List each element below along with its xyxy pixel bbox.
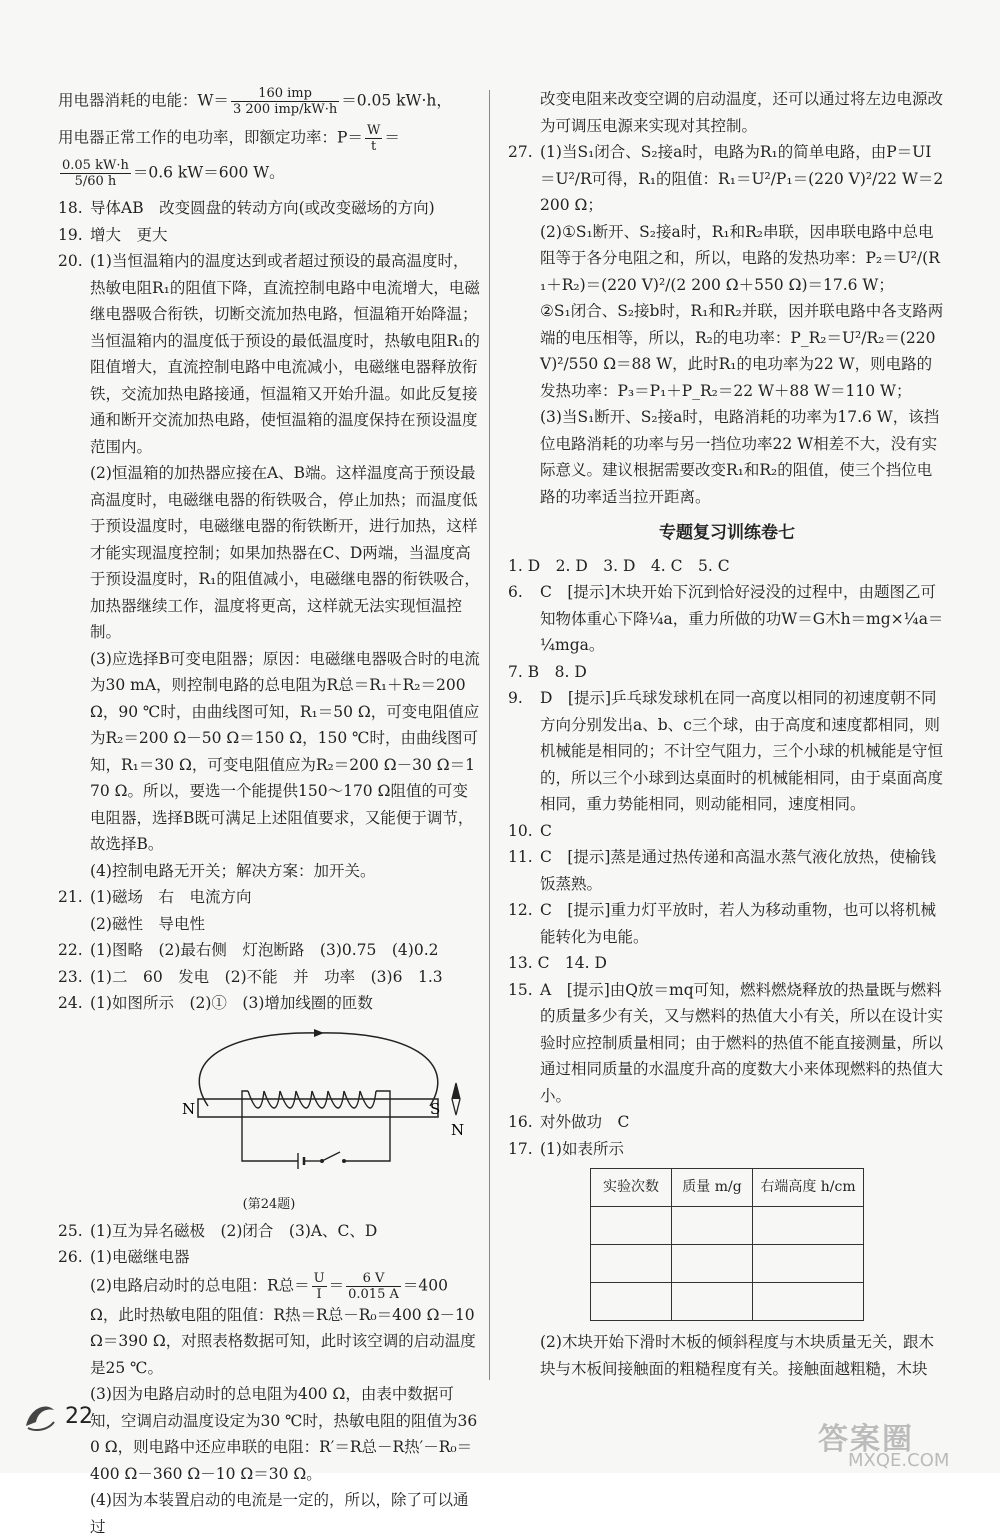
fraction	[60, 158, 131, 189]
frac-den: 3 200 imp/kW·h	[232, 102, 338, 117]
section-title: 专题复习训练卷七	[659, 523, 795, 543]
table-cell	[753, 1283, 864, 1321]
frac-den: I	[316, 1286, 322, 1302]
question-number: 26.	[58, 1248, 83, 1266]
answer-text: (1)当S₁闭合、S₂接a时，电路为R₁的简单电路，由P＝UI＝U²/R可得，R₁的阻值：R₁＝U²/P₁＝(220 V)²/22 W＝2 200 Ω；	[540, 143, 944, 214]
answer-text: (1)磁场 右 电流方向	[90, 888, 252, 906]
frac-num: 6 V	[346, 1271, 401, 1287]
table-row	[591, 1283, 864, 1321]
answer-20	[58, 248, 480, 460]
table-cell	[753, 1207, 864, 1245]
answer-6	[508, 579, 946, 659]
answer-text: (1)互为异名磁极 (2)闭合 (3)A、C、D	[90, 1221, 378, 1240]
energy-line	[58, 86, 480, 117]
text: ＝	[328, 1276, 345, 1294]
table-row	[591, 1207, 864, 1245]
watermark-text: 答案圈	[818, 1422, 914, 1457]
answers-13-14: 13. C 14. D	[508, 954, 607, 972]
answer-text: D [提示]乒乓球发球机在同一高度以相同的初速度朝不同方向分别发出a、b、c三个球，由于高度和速度都相同，则机械能是相同的；不计空气阻力，三个小球的机械能是守恒的，所以三个小球到达桌面时的机械能相同，由于桌面高度相同，重力势能相同，则动能相同，速度相同。	[540, 689, 944, 813]
wire	[344, 1091, 390, 1161]
answer-17	[508, 1136, 946, 1163]
answer-21-part2: (2)磁性 导电性	[90, 914, 205, 933]
answer-17-part2: (2)木块开始下滑时木板的倾斜程度与木块质量无关，跟木块与木板间接触面的粗糙程度有关。接触面越粗糙，木块	[540, 1333, 934, 1378]
answer-26	[58, 1244, 480, 1271]
text: ＝0.6 kW＝600 W。	[132, 163, 285, 182]
switch-contact	[342, 1159, 346, 1163]
answer-27-part4: (3)当S₁断开、S₂接a时，电路消耗的功率为17.6 W，该挡位电路消耗的功率与另一挡位功率22 W相差不大，没有实际意义。建议根据需要改变R₁和R₂的阻值，使三个挡位电路的功率适当拉开距离。	[540, 408, 940, 506]
wire	[242, 1091, 298, 1161]
answer-15	[508, 977, 946, 1110]
table-cell	[672, 1207, 753, 1245]
question-number: 22.	[58, 941, 83, 959]
question-number: 17.	[508, 1139, 533, 1158]
table-cell	[591, 1207, 672, 1245]
table-row	[591, 1245, 864, 1283]
watermark-url: MXQE.COM	[848, 1450, 950, 1471]
power-line	[58, 123, 480, 154]
answer-26-continued: 改变电阻来改变空调的启动温度，还可以通过将左边电源改为可调压电源来实现对其控制。	[540, 90, 944, 135]
table-cell	[672, 1283, 753, 1321]
page-number-text: 22	[65, 1404, 93, 1429]
answer-19	[58, 222, 480, 249]
column-divider	[489, 90, 490, 1380]
iron-core	[198, 1099, 441, 1118]
dolphin-logo-icon	[22, 1400, 58, 1434]
answer-25	[58, 1218, 480, 1245]
answer-text: (1)二 60 发电 (2)不能 并 功率 (3)6 1.3	[90, 967, 443, 986]
answer-26-part4: (4)因为本装置启动的电流是一定的，所以，除了可以通过	[90, 1491, 469, 1536]
answer-text: 导体AB 改变圆盘的转动方向(或改变磁场的方向)	[90, 199, 435, 217]
question-number: 11.	[508, 848, 533, 866]
answer-10	[508, 818, 946, 845]
answer-text: A [提示]由Q放＝mq可知，燃料燃烧释放的热量既与燃料的质量多少有关，又与燃料的热值大小有关，所以在设计实验时应控制质量相同；由于燃料的热值不能直接测量，所以通过相同质量的水温度升高的度数大小来体现燃料的热值大小。	[540, 980, 944, 1105]
watermark	[788, 1412, 1000, 1473]
answer-23	[58, 964, 480, 991]
label-n-left: N	[182, 1099, 196, 1118]
fraction	[231, 86, 339, 117]
question-number: 6.	[508, 583, 523, 601]
answer-27-part3: ②S₁闭合、S₂接b时，R₁和R₂并联，因并联电路中各支路两端的电压相等，所以，R₂的电功率：P_R₂＝U²/R₂＝(220 V)²/550 Ω＝88 W，此时R₁的电功率为22 W，则电路的发热功率：P₃＝P₁＋P_R₂＝22 W＋88 W＝110 W；	[540, 302, 944, 400]
answer-text: (1)如表所示	[540, 1139, 624, 1158]
compass-north-tip	[452, 1083, 460, 1099]
question-number: 9.	[508, 689, 523, 707]
question-number: 24.	[58, 994, 83, 1012]
text: ＝0.05 kW·h，	[341, 91, 452, 110]
answer-27-part2: (2)①S₁断开、S₂接a时，R₁和R₂串联，因串联电路中总电阻等于各分电阻之和，所以，电路的发热功率：P₂＝U²/(R₁＋R₂)＝(220 V)²/(2 200 Ω＋550 Ω)＝17.6 W；	[540, 222, 940, 294]
answer-text: C [提示]蒸是通过热传递和高温水蒸气液化放热，使榆钱饭蒸熟。	[540, 848, 936, 893]
text: ＝400 Ω，此时热敏电阻的阻值：R热＝R总－R₀＝400 Ω－10 Ω＝390 Ω，对照表格数据可知，此时该空调的启动温度是25 ℃。	[90, 1276, 476, 1377]
answer-text: C [提示]重力灯平放时，若人为移动重物，也可以将机械能转化为电能。	[540, 901, 936, 946]
frac-den: t	[371, 139, 377, 154]
fraction	[365, 123, 382, 154]
table-cell	[591, 1245, 672, 1283]
answer-16	[508, 1109, 946, 1136]
frac-num: W	[366, 123, 381, 138]
frac-num: 0.05 kW·h	[62, 158, 129, 173]
question-number: 27.	[508, 143, 533, 161]
answers-7-8: 7. B 8. D	[508, 662, 587, 681]
answer-22	[58, 937, 480, 964]
text: 用电器正常工作的电功率，即额定功率：P＝	[58, 128, 363, 147]
field-arrow-icon	[314, 1029, 324, 1037]
answer-text: 增大 更大	[90, 225, 168, 244]
answer-11	[508, 844, 946, 897]
question-number: 18.	[58, 199, 83, 217]
question-number: 10.	[508, 821, 533, 840]
table-cell	[591, 1283, 672, 1321]
answer-21	[58, 884, 480, 911]
answer-text: 对外做功 C	[540, 1113, 630, 1131]
answer-text: (1)当恒温箱内的温度达到或者超过预设的最高温度时，热敏电阻R₁的阻值下降，直流控制电路中电流增大，电磁继电器吸合衔铁，切断交流加热电路，恒温箱开始降温；当恒温箱内的温度低于预设的最低温度时，热敏电阻R₁的阻值增大，直流控制电路中电流减小，电磁继电器释放衔铁，交流加热电路接通，恒温箱又开始升温。如此反复接通和断开交流加热电路，使恒温箱的温度保持在预设温度范围内。	[90, 252, 480, 456]
answer-text: C	[540, 821, 552, 840]
question-number: 16.	[508, 1113, 533, 1131]
label-s: S	[430, 1099, 441, 1118]
answer-text: (1)电磁继电器	[90, 1248, 190, 1266]
answer-text: (1)图略 (2)最右侧 灯泡断路 (3)0.75 (4)0.2	[90, 941, 439, 959]
answer-24	[58, 990, 480, 1017]
answer-26-part3: (3)因为电路启动时的总电阻为400 Ω，由表中数据可知，空调启动温度设定为30 ℃时，热敏电阻的阻值为360 Ω，则电路中还应串联的电阻：R′＝R总－R热′－R₀＝400 Ω－360 Ω－10 Ω＝30 Ω。	[90, 1385, 478, 1483]
frac-den: 5/60 h	[74, 174, 117, 189]
question-number: 20.	[58, 252, 83, 270]
field-line	[199, 1032, 437, 1105]
table-cell	[753, 1245, 864, 1283]
text: ＝	[384, 128, 400, 147]
electromagnet-figure	[168, 1021, 468, 1196]
answer-text: C [提示]木块开始下沉到恰好浸没的过程中，由题图乙可知物体重心下降¼a，重力所做的功W＝G木h＝mg×¼a＝¼mga。	[540, 583, 944, 654]
table-header-row	[591, 1169, 864, 1207]
answer-26-part2	[58, 1271, 480, 1382]
question-number: 19.	[58, 225, 83, 244]
left-column	[58, 86, 480, 1540]
table-header: 实验次数	[591, 1169, 672, 1207]
answer-20-part3: (3)应选择B可变电阻器；原因：电磁继电器吸合时的电流为30 mA，则控制电路的总电阻为R总＝R₁＋R₂＝200 Ω，90 ℃时，由曲线图可知，R₁＝50 Ω，可变电阻值应为R₂＝200 Ω－50 Ω＝150 Ω，150 ℃时，由曲线图可知，R₁＝30 Ω，可变电阻值应为R₂＝200 Ω－30 Ω＝170 Ω。所以，要选一个能提供150～170 Ω阻值的可变电阻器，选择B既可满足上述阻值要求，又能便于调节，故选择B。	[90, 649, 480, 853]
answer-18	[58, 195, 480, 222]
power-result-line	[58, 158, 480, 189]
frac-num: U	[313, 1270, 325, 1286]
answer-20-part2: (2)恒温箱的加热器应接在A、B端。这样温度高于预设最高温度时，电磁继电器的衔铁吸合，停止加热；而温度低于预设温度时，电磁继电器的衔铁断开，进行加热，这样才能实现温度控制；如果加热器在C、D两端，当温度高于预设温度时，R₁的阻值减小，电磁继电器的衔铁吸合，加热器继续工作，温度将更高，这样就无法实现恒温控制。	[90, 464, 480, 641]
fraction	[346, 1271, 401, 1302]
answer-20-part4: (4)控制电路无开关；解决方案：加开关。	[90, 861, 376, 880]
answers-1-5: 1. D 2. D 3. D 4. C 5. C	[508, 556, 730, 575]
answer-12	[508, 897, 946, 950]
text: 用电器消耗的电能：W＝	[58, 91, 229, 110]
answer-text: (1)如图所示 (2)① (3)增加线圈的匝数	[90, 994, 373, 1012]
right-column	[508, 86, 946, 1382]
question-number: 25.	[58, 1221, 83, 1240]
answer-27	[508, 139, 946, 219]
page-number	[22, 1400, 93, 1434]
fraction	[312, 1271, 327, 1302]
frac-den: 0.015 A	[348, 1286, 399, 1302]
frac-num: 160 imp	[231, 86, 339, 102]
answer-9	[508, 685, 946, 818]
table-cell	[672, 1245, 753, 1283]
switch-blade	[322, 1152, 340, 1161]
text: (2)电路启动时的总电阻：R总＝	[90, 1276, 310, 1294]
question-number: 15.	[508, 980, 533, 999]
experiment-table	[590, 1168, 864, 1321]
table-header: 质量 m/g	[672, 1169, 753, 1207]
label-n-right: N	[451, 1120, 465, 1139]
question-number: 23.	[58, 967, 83, 986]
electromagnet-diagram	[168, 1021, 468, 1196]
question-number: 21.	[58, 888, 83, 906]
figure-caption: (第24题)	[242, 1196, 296, 1212]
question-number: 12.	[508, 901, 533, 919]
table-header: 右端高度 h/cm	[753, 1169, 864, 1207]
